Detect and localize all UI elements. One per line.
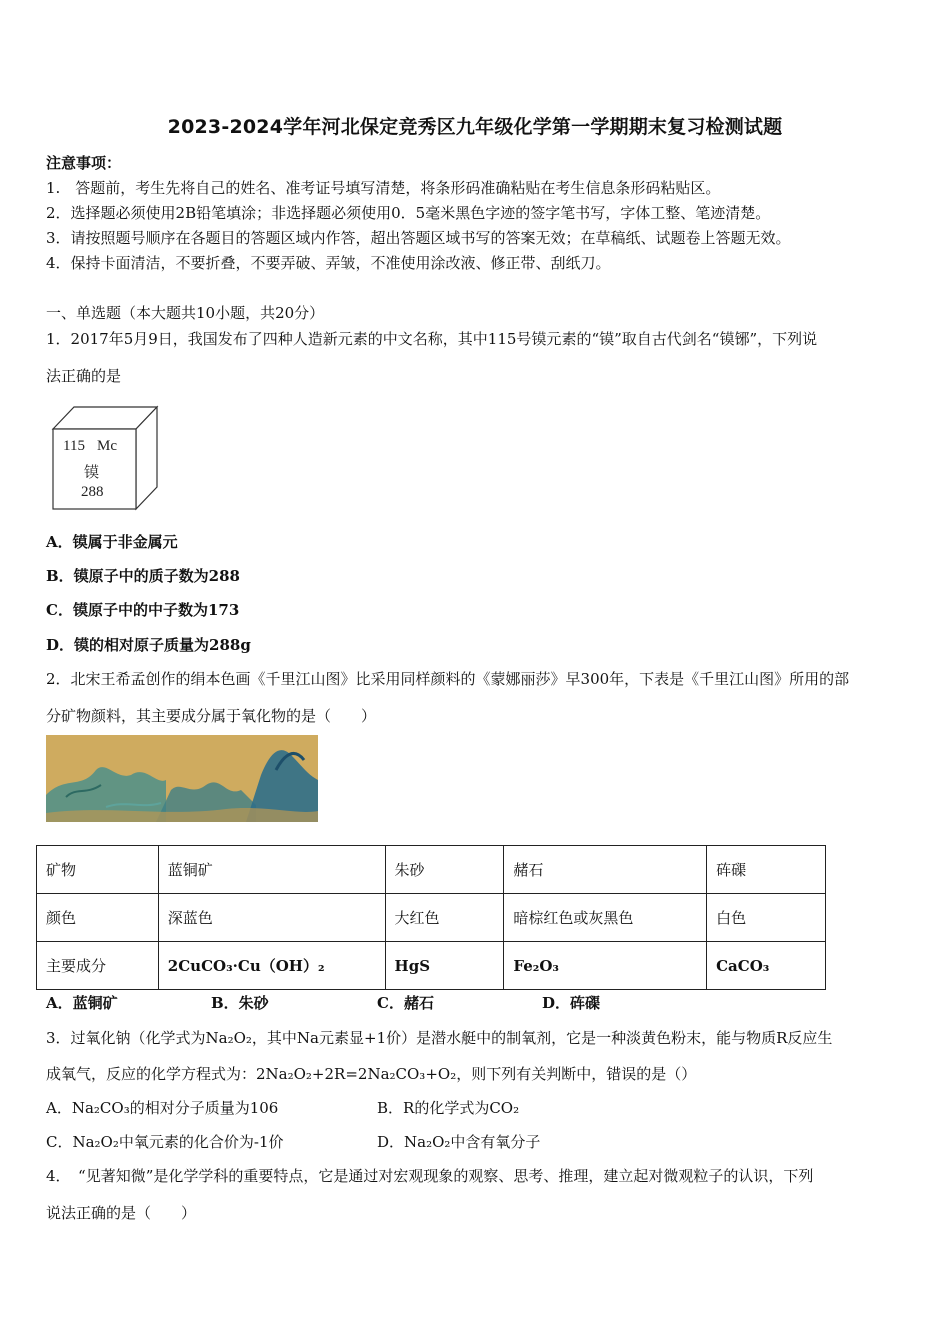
element-symbol: Mc xyxy=(97,438,117,454)
element-number: 115 xyxy=(63,438,85,454)
q1-option-b[interactable]: B．镆原子中的质子数为288 xyxy=(46,567,240,585)
q1-stem-line2: 法正确的是 xyxy=(46,367,122,385)
table-row xyxy=(37,846,826,894)
q3-option-a[interactable]: A．Na₂CO₃的相对分子质量为106 xyxy=(46,1099,279,1117)
q1-option-d[interactable]: D．镆的相对原子质量为288g xyxy=(46,636,251,654)
element-name: 镆 xyxy=(84,463,100,481)
table-cell: 2CuCO₃·Cu（OH）₂ xyxy=(158,942,385,990)
page-title: 2023-2024学年河北保定竞秀区九年级化学第一学期期末复习检测试题 xyxy=(167,116,783,138)
table-cell: 深蓝色 xyxy=(158,894,385,942)
table-cell: 白色 xyxy=(707,894,826,942)
q1-stem-line1: 1．2017年5月9日，我国发布了四种人造新元素的中文名称，其中115号镆元素的“镆”取自古代剑名“镆铘”，下列说 xyxy=(46,330,818,348)
table-cell: Fe₂O₃ xyxy=(504,942,707,990)
q2-stem-line1: 2．北宋王希孟创作的绢本色画《千里江山图》比采用同样颜料的《蒙娜丽莎》早300年，下表是《千里江山图》所用的部 xyxy=(46,670,850,688)
q3-option-c[interactable]: C．Na₂O₂中氧元素的化合价为-1价 xyxy=(46,1133,284,1151)
q2-option-c[interactable]: C．赭石 xyxy=(377,994,434,1012)
element-card xyxy=(50,404,160,512)
table-cell: 暗棕红色或灰黑色 xyxy=(504,894,707,942)
notice-item-1: 1. 答题前，考生先将自己的姓名、准考证号填写清楚，将条形码准确粘贴在考生信息条形码粘贴区。 xyxy=(46,179,721,197)
q2-stem-line2: 分矿物颜料，其主要成分属于氧化物的是（ ） xyxy=(46,707,377,725)
q3-option-d[interactable]: D．Na₂O₂中含有氧分子 xyxy=(377,1133,541,1151)
table-cell: 矿物 xyxy=(37,846,159,894)
q2-option-b[interactable]: B．朱砂 xyxy=(211,994,269,1012)
table-row xyxy=(37,894,826,942)
q1-option-a[interactable]: A．镆属于非金属元 xyxy=(46,533,178,551)
table-cell: 砗磲 xyxy=(707,846,826,894)
element-mass: 288 xyxy=(81,484,104,500)
q2-option-a[interactable]: A．蓝铜矿 xyxy=(46,994,118,1012)
mineral-table xyxy=(36,845,826,990)
q4-stem-line1: 4． “见著知微”是化学学科的重要特点，它是通过对宏观现象的观察、思考、推理，建立起对微观粒子的认识，下列 xyxy=(46,1167,814,1185)
notice-heading: 注意事项： xyxy=(46,154,122,172)
q3-stem-line1: 3．过氧化钠（化学式为Na₂O₂，其中Na元素显+1价）是潜水艇中的制氧剂，它是一种淡黄色粉末，能与物质R反应生 xyxy=(46,1029,833,1047)
painting-image xyxy=(46,735,318,822)
element-card-cube xyxy=(50,404,160,512)
q3-option-b[interactable]: B．R的化学式为CO₂ xyxy=(377,1099,520,1117)
notice-item-2: 2．选择题必须使用2B铅笔填涂；非选择题必须使用0．5毫米黑色字迹的签字笔书写，字体工整、笔迹清楚。 xyxy=(46,204,771,222)
table-cell: 赭石 xyxy=(504,846,707,894)
table-cell: 颜色 xyxy=(37,894,159,942)
table-cell: 大红色 xyxy=(385,894,504,942)
landscape-painting xyxy=(46,735,318,822)
section-heading: 一、单选题（本大题共10小题，共20分） xyxy=(46,304,325,322)
table-row xyxy=(37,942,826,990)
table-cell: 朱砂 xyxy=(385,846,504,894)
table-cell: 蓝铜矿 xyxy=(158,846,385,894)
q3-stem-line2: 成氧气，反应的化学方程式为：2Na₂O₂+2R=2Na₂CO₃+O₂，则下列有关判断中，错误的是（） xyxy=(46,1065,697,1083)
table-cell: CaCO₃ xyxy=(707,942,826,990)
table-cell: HgS xyxy=(385,942,504,990)
table-cell: 主要成分 xyxy=(37,942,159,990)
q1-option-c[interactable]: C．镆原子中的中子数为173 xyxy=(46,601,240,619)
q4-stem-line2: 说法正确的是（ ） xyxy=(46,1204,197,1222)
notice-item-3: 3．请按照题号顺序在各题目的答题区域内作答，超出答题区域书写的答案无效；在草稿纸、试题卷上答题无效。 xyxy=(46,229,791,247)
q2-option-d[interactable]: D．砗磲 xyxy=(542,994,601,1012)
notice-item-4: 4．保持卡面清洁，不要折叠，不要弄破、弄皱，不准使用涂改液、修正带、刮纸刀。 xyxy=(46,254,611,272)
